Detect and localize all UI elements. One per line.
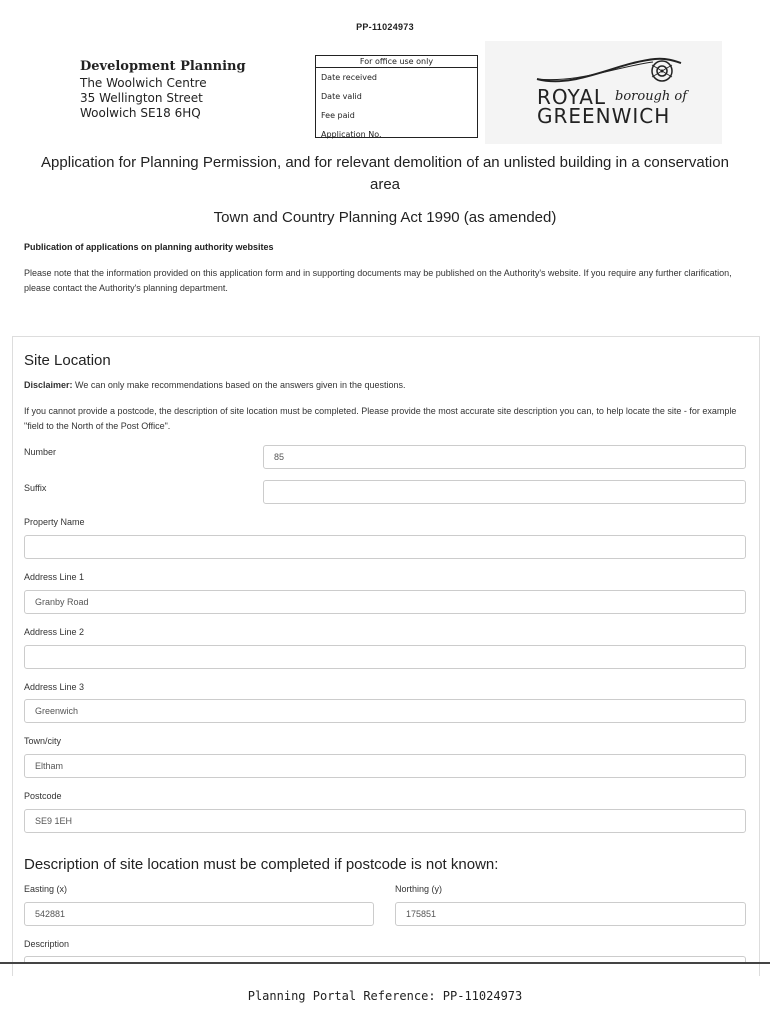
address-line-3-label: Address Line 3	[24, 682, 85, 692]
office-use-row: Date valid	[321, 92, 362, 101]
page-divider	[0, 962, 770, 964]
logo-borough: borough of	[615, 89, 688, 104]
office-use-header: For office use only	[316, 56, 477, 68]
disclaimer	[24, 380, 406, 390]
address-line-3-field[interactable]: Greenwich	[24, 699, 746, 723]
address-line-2-label: Address Line 2	[24, 627, 85, 637]
form-title: Application for Planning Permission, and for relevant demolition of an unlisted building in a conservation area	[41, 154, 729, 193]
authority-address	[80, 59, 246, 121]
town-field[interactable]: Eltham	[24, 754, 746, 778]
address-line: 35 Wellington Street	[80, 91, 203, 105]
suffix-label: Suffix	[24, 483, 47, 493]
section-title-site-location: Site Location	[24, 352, 111, 369]
easting-field[interactable]: 542881	[24, 902, 374, 926]
royal-greenwich-logo	[485, 41, 722, 144]
description-label: Description	[24, 939, 70, 949]
logo-royal: ROYAL	[537, 85, 607, 109]
address-line-2-field[interactable]	[24, 645, 746, 669]
address-line: Woolwich SE18 6HQ	[80, 106, 201, 120]
office-use-row: Date received	[321, 73, 377, 82]
address-line: The Woolwich Centre	[80, 76, 207, 90]
publication-body: Please note that the information provided on this application form and in supporting documents may be published on the Authority's website. If you require any further clarification, please contact the Authority's planning department.	[24, 268, 732, 293]
northing-label: Northing (y)	[395, 884, 443, 894]
postcode-field[interactable]: SE9 1EH	[24, 809, 746, 833]
office-use-box	[315, 55, 478, 138]
easting-label: Easting (x)	[24, 884, 68, 894]
reference-number-top: PP-11024973	[356, 22, 414, 32]
authority-org: Development Planning	[80, 59, 246, 74]
publication-heading: Publication of applications on planning authority websites	[24, 242, 274, 252]
logo-greenwich: GREENWICH	[537, 104, 671, 128]
site-location-info: If you cannot provide a postcode, the description of site location must be completed. Please provide the most accurate site description you can, to help locate the site - for example "field to the North of the Post Office".	[24, 406, 737, 431]
northing-field[interactable]: 175851	[395, 902, 746, 926]
suffix-field[interactable]	[263, 480, 746, 504]
number-field[interactable]: 85	[263, 445, 746, 469]
office-use-row: Fee paid	[321, 111, 355, 120]
planning-portal-reference: Planning Portal Reference: PP-11024973	[247, 989, 523, 1003]
section-title-site-description: Description of site location must be completed if postcode is not known:	[24, 856, 499, 873]
postcode-label: Postcode	[24, 791, 62, 801]
disclaimer-text: We can only make recommendations based on the answers given in the questions.	[72, 380, 406, 390]
office-use-row: Application No.	[321, 130, 382, 139]
disclaimer-label: Disclaimer:	[24, 380, 73, 390]
number-label: Number	[24, 447, 57, 457]
property-name-field[interactable]	[24, 535, 746, 559]
address-line-1-field[interactable]: Granby Road	[24, 590, 746, 614]
address-line-1-label: Address Line 1	[24, 572, 85, 582]
property-name-label: Property Name	[24, 517, 85, 527]
town-label: Town/city	[24, 736, 62, 746]
act-title: Town and Country Planning Act 1990 (as amended)	[213, 209, 557, 226]
